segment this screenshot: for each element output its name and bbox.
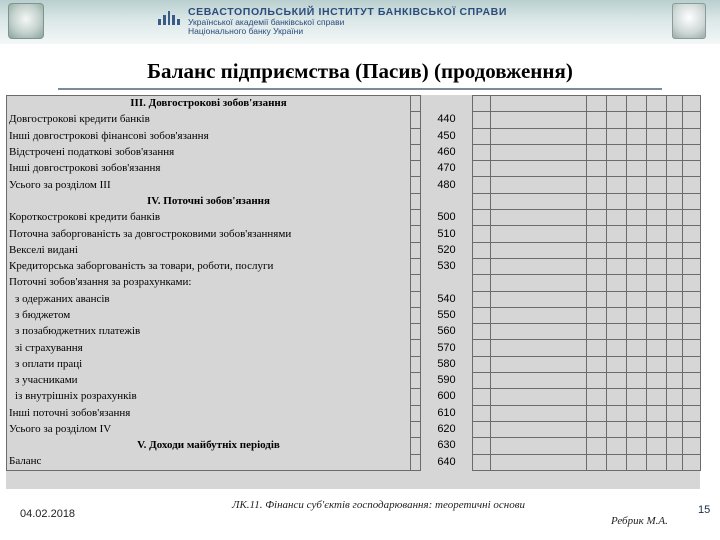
spacer-cell xyxy=(411,275,421,291)
value-cell xyxy=(627,193,647,209)
value-cell xyxy=(667,405,683,421)
value-cell xyxy=(491,242,587,258)
table-row xyxy=(7,242,701,258)
table-row xyxy=(7,161,701,177)
value-cell xyxy=(647,454,667,470)
value-cell xyxy=(587,291,607,307)
value-cell xyxy=(683,438,701,454)
value-cell xyxy=(587,193,607,209)
row-label: з одержаних авансів xyxy=(7,291,411,307)
row-code xyxy=(421,275,473,291)
table-row xyxy=(7,112,701,128)
value-cell xyxy=(473,226,491,242)
value-cell xyxy=(607,454,627,470)
value-cell xyxy=(683,389,701,405)
value-cell xyxy=(587,128,607,144)
value-cell xyxy=(491,324,587,340)
value-cell xyxy=(627,405,647,421)
value-cell xyxy=(473,112,491,128)
value-cell xyxy=(607,258,627,274)
row-code xyxy=(421,96,473,112)
row-label: Поточна заборгованість за довгостроковими зобов'язаннями xyxy=(7,226,411,242)
spacer-cell xyxy=(411,405,421,421)
institute-name-line3: Національного банку України xyxy=(188,26,304,36)
value-cell xyxy=(667,438,683,454)
value-cell xyxy=(491,275,587,291)
table-row xyxy=(7,144,701,160)
value-cell xyxy=(647,438,667,454)
value-cell xyxy=(683,340,701,356)
value-cell xyxy=(627,258,647,274)
row-label: Усього за розділом ІІІ xyxy=(7,177,411,193)
value-cell xyxy=(627,324,647,340)
row-code xyxy=(421,193,473,209)
spacer-cell xyxy=(411,389,421,405)
value-cell xyxy=(683,242,701,258)
value-cell xyxy=(473,340,491,356)
value-cell xyxy=(683,112,701,128)
table-row xyxy=(7,405,701,421)
value-cell xyxy=(607,128,627,144)
value-cell xyxy=(647,112,667,128)
spacer-cell xyxy=(411,177,421,193)
row-label: зі страхування xyxy=(7,340,411,356)
value-cell xyxy=(647,275,667,291)
table-row xyxy=(7,373,701,389)
value-cell xyxy=(647,405,667,421)
table-row xyxy=(7,193,701,209)
value-cell xyxy=(683,421,701,437)
value-cell xyxy=(667,242,683,258)
value-cell xyxy=(647,226,667,242)
spacer-cell xyxy=(411,226,421,242)
value-cell xyxy=(587,96,607,112)
value-cell xyxy=(473,96,491,112)
value-cell xyxy=(647,340,667,356)
spacer-cell xyxy=(411,291,421,307)
value-cell xyxy=(627,421,647,437)
value-cell xyxy=(647,291,667,307)
value-cell xyxy=(647,210,667,226)
value-cell xyxy=(607,438,627,454)
table-row xyxy=(7,356,701,372)
value-cell xyxy=(473,258,491,274)
value-cell xyxy=(647,356,667,372)
value-cell xyxy=(683,128,701,144)
value-cell xyxy=(667,161,683,177)
value-cell xyxy=(607,356,627,372)
spacer-cell xyxy=(411,324,421,340)
footer-lecture-title: ЛК.11. Фінанси суб'єктів господарювання: теоретичні основи xyxy=(232,499,526,511)
row-label: Баланс xyxy=(7,454,411,470)
value-cell xyxy=(491,128,587,144)
value-cell xyxy=(627,389,647,405)
row-code: 620 xyxy=(421,421,473,437)
value-cell xyxy=(607,177,627,193)
table-row xyxy=(7,324,701,340)
value-cell xyxy=(491,226,587,242)
value-cell xyxy=(627,454,647,470)
value-cell xyxy=(587,340,607,356)
spacer-cell xyxy=(411,258,421,274)
value-cell xyxy=(473,405,491,421)
value-cell xyxy=(647,373,667,389)
value-cell xyxy=(647,177,667,193)
value-cell xyxy=(683,373,701,389)
institute-name-line2: Української академії банківської справи xyxy=(188,17,345,27)
value-cell xyxy=(683,144,701,160)
value-cell xyxy=(473,291,491,307)
row-code: 510 xyxy=(421,226,473,242)
row-code: 440 xyxy=(421,112,473,128)
row-code: 540 xyxy=(421,291,473,307)
value-cell xyxy=(473,307,491,323)
slide-title: Баланс підприємства (Пасив) (продовження) xyxy=(147,59,573,83)
row-code: 640 xyxy=(421,454,473,470)
table-row xyxy=(7,258,701,274)
value-cell xyxy=(667,324,683,340)
value-cell xyxy=(587,226,607,242)
institute-crest-left xyxy=(8,3,44,39)
value-cell xyxy=(667,421,683,437)
header-banner xyxy=(0,0,720,44)
value-cell xyxy=(683,193,701,209)
value-cell xyxy=(607,389,627,405)
value-cell xyxy=(473,324,491,340)
value-cell xyxy=(667,454,683,470)
value-cell xyxy=(491,421,587,437)
value-cell xyxy=(607,324,627,340)
footer-date: 04.02.2018 xyxy=(20,508,76,520)
value-cell xyxy=(627,291,647,307)
balance-liabilities-table xyxy=(6,95,701,471)
value-cell xyxy=(683,258,701,274)
footer-author: Ребрик М.А. xyxy=(611,515,668,527)
row-label: ІІІ. Довгострокові зобов'язання xyxy=(7,96,411,112)
institute-name-line1: СЕВАСТОПОЛЬСЬКИЙ ІНСТИТУТ БАНКІВСЬКОЇ СПРАВИ xyxy=(188,6,507,18)
value-cell xyxy=(627,177,647,193)
value-cell xyxy=(587,454,607,470)
row-code: 500 xyxy=(421,210,473,226)
value-cell xyxy=(647,193,667,209)
row-code: 550 xyxy=(421,307,473,323)
value-cell xyxy=(607,421,627,437)
value-cell xyxy=(473,193,491,209)
institute-logo-icon xyxy=(158,11,180,25)
value-cell xyxy=(607,373,627,389)
row-label: із внутрішніх розрахунків xyxy=(7,389,411,405)
row-label: Кредиторська заборгованість за товари, роботи, послуги xyxy=(7,258,411,274)
row-code: 590 xyxy=(421,373,473,389)
value-cell xyxy=(683,307,701,323)
value-cell xyxy=(683,96,701,112)
value-cell xyxy=(627,307,647,323)
value-cell xyxy=(683,275,701,291)
value-cell xyxy=(647,128,667,144)
table-row xyxy=(7,421,701,437)
value-cell xyxy=(647,144,667,160)
value-cell xyxy=(587,210,607,226)
spacer-cell xyxy=(411,373,421,389)
row-code: 520 xyxy=(421,242,473,258)
value-cell xyxy=(627,356,647,372)
value-cell xyxy=(491,438,587,454)
value-cell xyxy=(473,242,491,258)
value-cell xyxy=(607,307,627,323)
value-cell xyxy=(587,258,607,274)
value-cell xyxy=(667,210,683,226)
spacer-cell xyxy=(411,161,421,177)
value-cell xyxy=(667,389,683,405)
row-label: Відстрочені податкові зобов'язання xyxy=(7,144,411,160)
row-label: Векселі видані xyxy=(7,242,411,258)
value-cell xyxy=(473,356,491,372)
table-row xyxy=(7,291,701,307)
value-cell xyxy=(607,405,627,421)
value-cell xyxy=(473,210,491,226)
spacer-cell xyxy=(411,144,421,160)
table-row xyxy=(7,177,701,193)
value-cell xyxy=(587,356,607,372)
value-cell xyxy=(647,421,667,437)
row-label: Поточні зобов'язання за розрахунками: xyxy=(7,275,411,291)
value-cell xyxy=(587,373,607,389)
value-cell xyxy=(647,389,667,405)
value-cell xyxy=(491,454,587,470)
value-cell xyxy=(667,112,683,128)
value-cell xyxy=(627,144,647,160)
table-row xyxy=(7,128,701,144)
value-cell xyxy=(683,291,701,307)
value-cell xyxy=(607,96,627,112)
value-cell xyxy=(667,144,683,160)
value-cell xyxy=(491,307,587,323)
table-row xyxy=(7,275,701,291)
value-cell xyxy=(683,177,701,193)
value-cell xyxy=(667,226,683,242)
row-label: Інші довгострокові фінансові зобов'язання xyxy=(7,128,411,144)
value-cell xyxy=(587,144,607,160)
row-code: 460 xyxy=(421,144,473,160)
value-cell xyxy=(627,210,647,226)
value-cell xyxy=(667,275,683,291)
value-cell xyxy=(473,128,491,144)
value-cell xyxy=(667,373,683,389)
value-cell xyxy=(667,258,683,274)
row-label: Довгострокові кредити банків xyxy=(7,112,411,128)
value-cell xyxy=(607,210,627,226)
row-code: 580 xyxy=(421,356,473,372)
value-cell xyxy=(627,242,647,258)
spacer-cell xyxy=(411,307,421,323)
value-cell xyxy=(587,438,607,454)
spacer-cell xyxy=(411,421,421,437)
value-cell xyxy=(491,161,587,177)
value-cell xyxy=(607,144,627,160)
table-row xyxy=(7,307,701,323)
value-cell xyxy=(607,161,627,177)
value-cell xyxy=(627,438,647,454)
value-cell xyxy=(587,161,607,177)
title-underline xyxy=(58,88,662,90)
value-cell xyxy=(587,112,607,128)
value-cell xyxy=(587,242,607,258)
row-label: з учасниками xyxy=(7,373,411,389)
table-row xyxy=(7,389,701,405)
value-cell xyxy=(587,177,607,193)
value-cell xyxy=(627,112,647,128)
value-cell xyxy=(627,226,647,242)
value-cell xyxy=(473,161,491,177)
value-cell xyxy=(587,389,607,405)
value-cell xyxy=(683,226,701,242)
value-cell xyxy=(587,275,607,291)
row-code: 570 xyxy=(421,340,473,356)
table-row xyxy=(7,438,701,454)
value-cell xyxy=(607,242,627,258)
value-cell xyxy=(587,324,607,340)
page-number: 15 xyxy=(698,504,711,516)
row-code: 600 xyxy=(421,389,473,405)
value-cell xyxy=(683,405,701,421)
bank-emblem-right xyxy=(672,3,706,39)
value-cell xyxy=(607,275,627,291)
row-code: 450 xyxy=(421,128,473,144)
value-cell xyxy=(667,193,683,209)
value-cell xyxy=(491,144,587,160)
row-label: IV. Поточні зобов'язання xyxy=(7,193,411,209)
value-cell xyxy=(667,340,683,356)
value-cell xyxy=(667,291,683,307)
value-cell xyxy=(627,161,647,177)
value-cell xyxy=(647,96,667,112)
value-cell xyxy=(473,275,491,291)
spacer-cell xyxy=(411,210,421,226)
spacer-cell xyxy=(411,438,421,454)
row-code: 530 xyxy=(421,258,473,274)
value-cell xyxy=(647,242,667,258)
value-cell xyxy=(473,438,491,454)
value-cell xyxy=(683,324,701,340)
spacer-cell xyxy=(411,340,421,356)
spacer-cell xyxy=(411,112,421,128)
value-cell xyxy=(473,389,491,405)
value-cell xyxy=(491,405,587,421)
row-code: 480 xyxy=(421,177,473,193)
value-cell xyxy=(647,324,667,340)
value-cell xyxy=(491,389,587,405)
value-cell xyxy=(607,193,627,209)
value-cell xyxy=(627,275,647,291)
value-cell xyxy=(627,96,647,112)
spacer-cell xyxy=(411,193,421,209)
value-cell xyxy=(491,177,587,193)
value-cell xyxy=(491,373,587,389)
row-code: 610 xyxy=(421,405,473,421)
value-cell xyxy=(491,258,587,274)
value-cell xyxy=(647,161,667,177)
table-row xyxy=(7,226,701,242)
value-cell xyxy=(491,291,587,307)
row-code: 560 xyxy=(421,324,473,340)
value-cell xyxy=(667,177,683,193)
value-cell xyxy=(667,356,683,372)
value-cell xyxy=(607,112,627,128)
row-label: з бюджетом xyxy=(7,307,411,323)
value-cell xyxy=(473,144,491,160)
value-cell xyxy=(607,226,627,242)
value-cell xyxy=(683,454,701,470)
spacer-cell xyxy=(411,356,421,372)
value-cell xyxy=(627,373,647,389)
value-cell xyxy=(627,340,647,356)
value-cell xyxy=(491,356,587,372)
value-cell xyxy=(647,258,667,274)
value-cell xyxy=(473,177,491,193)
value-cell xyxy=(491,96,587,112)
value-cell xyxy=(647,307,667,323)
value-cell xyxy=(587,421,607,437)
row-code: 470 xyxy=(421,161,473,177)
institute-name xyxy=(188,6,608,36)
value-cell xyxy=(667,96,683,112)
value-cell xyxy=(587,307,607,323)
spacer-cell xyxy=(411,128,421,144)
value-cell xyxy=(683,210,701,226)
row-label: Короткострокові кредити банків xyxy=(7,210,411,226)
value-cell xyxy=(491,210,587,226)
value-cell xyxy=(683,356,701,372)
row-label: з оплати праці xyxy=(7,356,411,372)
spacer-cell xyxy=(411,96,421,112)
row-label: з позабюджетних платежів xyxy=(7,324,411,340)
row-label: Інші довгострокові зобов'язання xyxy=(7,161,411,177)
spacer-cell xyxy=(411,454,421,470)
value-cell xyxy=(667,128,683,144)
table-row xyxy=(7,210,701,226)
table-row xyxy=(7,454,701,470)
row-code: 630 xyxy=(421,438,473,454)
row-label: Усього за розділом IV xyxy=(7,421,411,437)
value-cell xyxy=(607,340,627,356)
value-cell xyxy=(667,307,683,323)
table-row xyxy=(7,340,701,356)
value-cell xyxy=(587,405,607,421)
balance-table-container xyxy=(6,95,700,489)
value-cell xyxy=(627,128,647,144)
row-label: V. Доходи майбутніх періодів xyxy=(7,438,411,454)
value-cell xyxy=(683,161,701,177)
value-cell xyxy=(473,421,491,437)
value-cell xyxy=(607,291,627,307)
value-cell xyxy=(491,112,587,128)
row-label: Інші поточні зобов'язання xyxy=(7,405,411,421)
value-cell xyxy=(491,340,587,356)
table-row xyxy=(7,96,701,112)
value-cell xyxy=(473,454,491,470)
spacer-cell xyxy=(411,242,421,258)
value-cell xyxy=(473,373,491,389)
value-cell xyxy=(491,193,587,209)
